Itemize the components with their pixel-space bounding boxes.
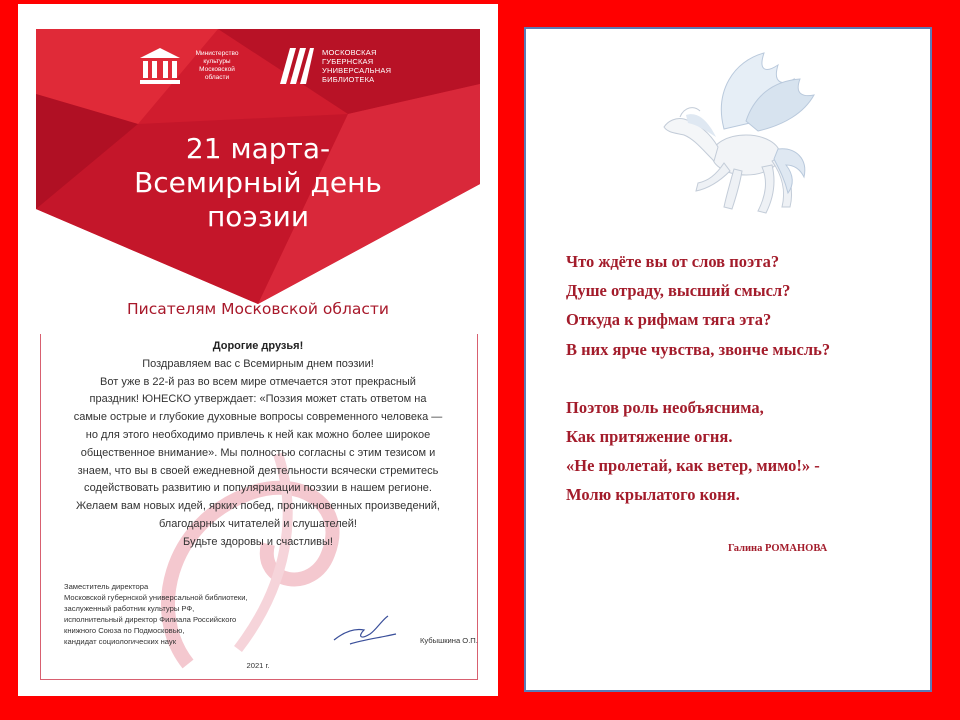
letter-line: благодарных читателей и слушателей! — [159, 517, 357, 530]
signature-line: исполнительный директор Филиала Российского — [64, 615, 237, 624]
letter-line: знаем, что вы в своей ежедневной деятельности всячески стремитесь — [77, 464, 439, 477]
poem-text — [566, 247, 926, 510]
pegasus-icon — [654, 51, 824, 223]
stanza-gap — [566, 364, 926, 393]
signature-line: кандидат социологических наук — [64, 637, 177, 646]
signature-line: Заместитель директора — [64, 582, 149, 591]
poem-author: Галина РОМАНОВА — [728, 543, 828, 554]
ministry-logo-text: Министерство культуры Московской области — [195, 50, 239, 81]
letter-line: самые острые и глубокие духовные вопросы современного человека — — [73, 411, 443, 424]
signature-line: книжного Союза по Подмосковью, — [64, 626, 185, 635]
poem-line: Душе отраду, высший смысл? — [566, 281, 791, 301]
letter-line: праздник! ЮНЕСКО утверждает: «Поэзия может стать ответом на — [89, 393, 427, 406]
poem-line: Что ждёте вы от слов поэта? — [566, 252, 780, 271]
poem-line: Молю крылатого коня. — [566, 485, 740, 505]
building-columns-icon — [138, 46, 182, 86]
letter-line: Вот уже в 22-й раз во всем мире отмечается этот прекрасный — [100, 375, 416, 388]
letter-line: но для этого необходимо привлечь к ней как можно более широкое — [85, 428, 431, 441]
poem-card — [524, 27, 932, 692]
greeting-letter — [40, 338, 476, 552]
signer-name: Кубышкина О.П. — [420, 636, 478, 645]
poem-line: В них ярче чувства, звонче мысль? — [566, 339, 831, 359]
poster-title — [18, 132, 498, 234]
library-bars-icon — [280, 46, 314, 86]
library-logo — [280, 46, 412, 86]
letter-line: Будьте здоровы и счастливы! — [183, 535, 333, 548]
logos-row — [18, 46, 498, 96]
letter-line: Поздравляем вас с Всемирным днем поэзии! — [142, 357, 374, 370]
letter-line: Желаем вам новых идей, ярких побед, проникновенных произведений, — [76, 500, 440, 513]
signature-block — [64, 581, 294, 647]
library-logo-text: МОСКОВСКАЯ ГУБЕРНСКАЯ УНИВЕРСАЛЬНАЯ БИБЛИОТЕКА — [322, 48, 392, 84]
letter-year: 2021 г. — [246, 661, 270, 670]
letter-line: общественное внимание». Мы полностью согласны с этим тезисом и — [80, 446, 436, 459]
poem-line: «Не пролетай, как ветер, мимо!» - — [566, 456, 820, 476]
ministry-logo — [138, 46, 246, 86]
letter-line: содействовать развитию и популяризации поэзии в нашем регионе. — [84, 482, 432, 495]
poem-line: Поэтов роль необъяснима, — [566, 397, 764, 417]
title-line: поэзии — [206, 200, 310, 233]
title-line: 21 марта- — [185, 132, 331, 165]
title-line: Всемирный день — [134, 166, 382, 199]
signature-line: заслуженный работник культуры РФ, — [64, 604, 195, 613]
signature-scribble-icon — [330, 610, 400, 650]
recipient-heading: Писателям Московской области — [127, 300, 389, 318]
signature-line: Московской губернской универсальной библиотеки, — [64, 593, 248, 602]
poem-line: Откуда к рифмам тяга эта? — [566, 310, 772, 330]
letter-greeting: Дорогие друзья! — [212, 340, 304, 352]
poetry-day-poster — [18, 4, 498, 696]
poem-line: Как притяжение огня. — [566, 427, 733, 447]
